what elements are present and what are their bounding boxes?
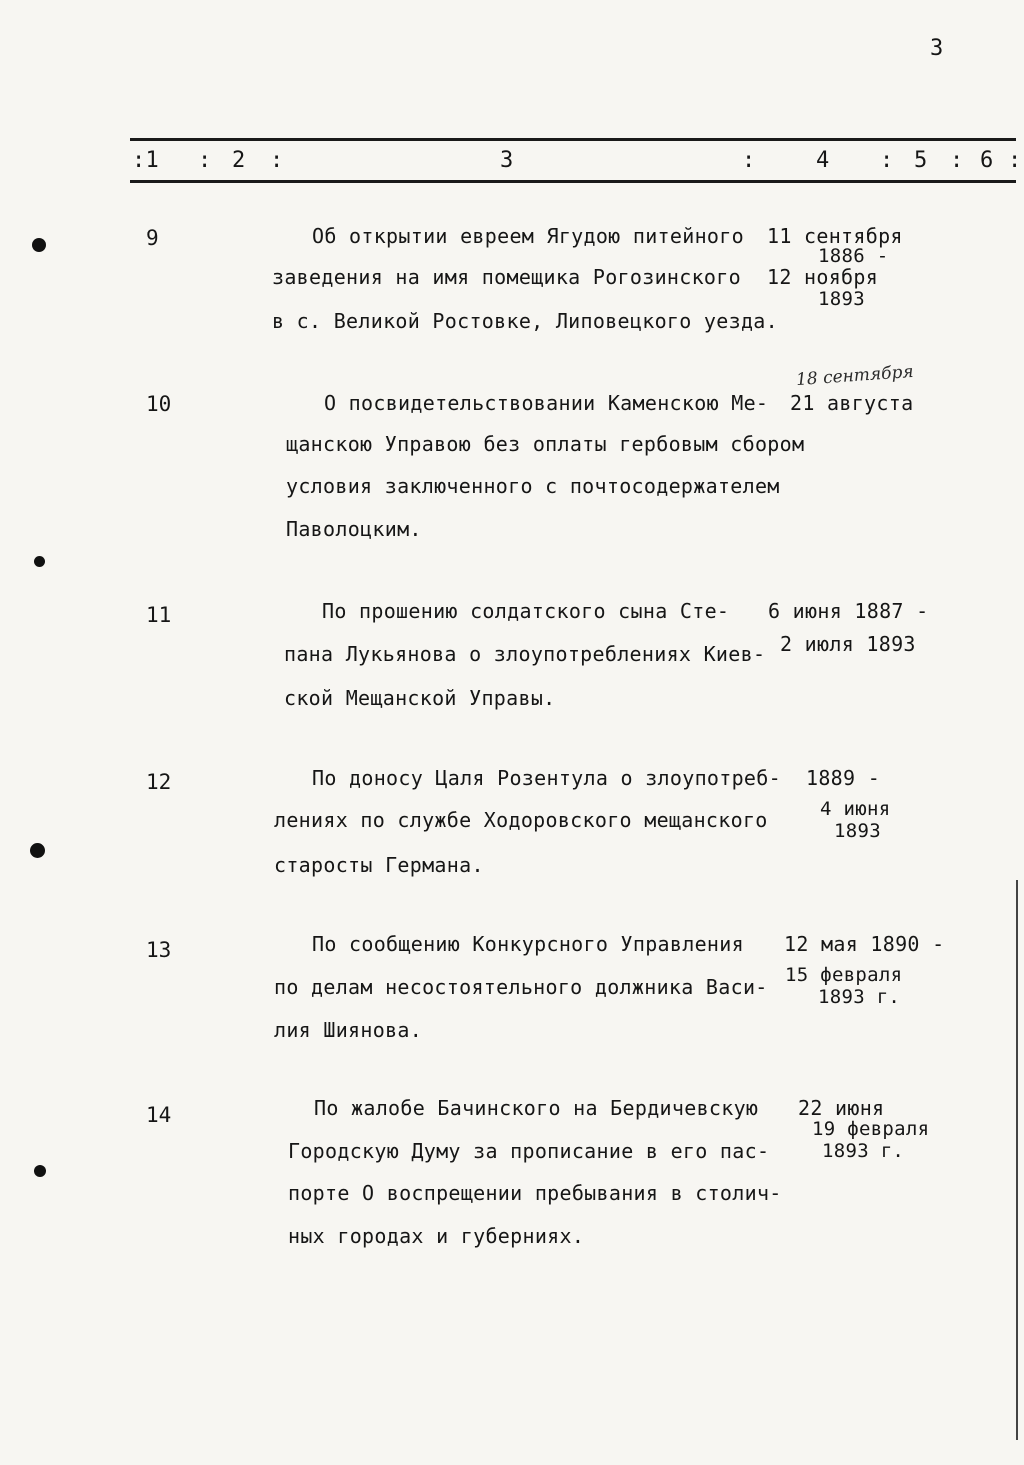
entry-text-line: щанскою Управою без оплаты гербовым сбором	[286, 432, 805, 456]
entry-text-line: О посвидетельствовании Каменскою Ме-	[324, 391, 769, 415]
entry-date: 6 июня 1887 -	[768, 599, 929, 623]
header-sep6: :	[1008, 148, 1022, 173]
binder-hole-1	[32, 238, 46, 252]
entry-date: 11 сентября	[767, 224, 903, 248]
entry-date: 1893	[834, 820, 881, 842]
entry-date: 12 мая 1890 -	[784, 932, 945, 956]
header-col2: 2	[232, 148, 246, 173]
entry-text-line: в с. Великой Ростовке, Липовецкого уезда.	[272, 309, 778, 333]
entry-text-line: Об открытии евреем Ягудою питейного	[312, 224, 744, 248]
page-number: 3	[930, 36, 944, 61]
header-col4: 4	[816, 148, 830, 173]
entry-date: 1893 г.	[822, 1140, 905, 1162]
entry-text-line: Паволоцким.	[286, 517, 422, 541]
header-col6: 6	[980, 148, 994, 173]
entry-date: 21 августа	[790, 391, 914, 415]
entry-date: 1893 г.	[818, 986, 901, 1008]
entry-number: 11	[146, 603, 172, 627]
entry-date: 1889 -	[806, 766, 881, 790]
entry-date: 15 февраля	[785, 964, 903, 986]
entry-date: 1886 -	[818, 245, 889, 267]
entry-number: 9	[146, 226, 159, 250]
entry-text-line: ской Мещанской Управы.	[284, 686, 556, 710]
entry-text-line: условия заключенного с почтосодержателем	[286, 474, 780, 498]
entry-text-line: по делам несостоятельного должника Васи-	[274, 975, 768, 999]
binder-hole-4	[34, 1165, 46, 1177]
header-col5: 5	[914, 148, 928, 173]
header-sep4: :	[880, 148, 894, 173]
header-sep5: :	[950, 148, 964, 173]
entry-text-line: По доносу Цаля Розентула о злоупотреб-	[312, 766, 781, 790]
header-col1: :1	[132, 148, 160, 173]
header-col3: 3	[500, 148, 514, 173]
entry-date: 22 июня	[798, 1096, 885, 1120]
entry-text-line: Городскую Думу за прописание в его пас-	[288, 1139, 770, 1163]
entry-date: 2 июля 1893	[780, 632, 916, 656]
entry-text-line: старосты Германа.	[274, 853, 484, 877]
entry-text-line: заведения на имя помещика Рогозинского	[272, 265, 741, 289]
entry-number: 13	[146, 938, 172, 962]
binder-hole-3	[30, 843, 45, 858]
header-sep2: :	[270, 148, 284, 173]
entry-text-line: По сообщению Конкурсного Управления	[312, 932, 744, 956]
scan-edge-line	[1016, 880, 1018, 1440]
entry-number: 10	[146, 392, 172, 416]
entry-text-line: пана Лукьянова о злоупотреблениях Киев-	[284, 642, 766, 666]
header-bottom-rule	[130, 180, 1016, 183]
entry-date: 19 февраля	[812, 1118, 930, 1140]
entry-date: 1893	[818, 288, 865, 310]
entry-text-line: порте О воспрещении пребывания в столич-	[288, 1181, 782, 1205]
header-top-rule	[130, 138, 1016, 141]
entry-text-line: По прошению солдатского сына Сте-	[322, 599, 730, 623]
header-sep1: :	[198, 148, 212, 173]
binder-hole-2	[34, 556, 45, 567]
entry-date: 4 июня	[820, 798, 891, 820]
entry-text-line: лениях по службе Ходоровского мещанского	[274, 808, 768, 832]
entry-date: 12 ноября	[767, 265, 879, 289]
entry-number: 14	[146, 1103, 172, 1127]
entry-text-line: По жалобе Бачинского на Бердичевскую	[314, 1096, 759, 1120]
header-sep3: :	[742, 148, 756, 173]
entry-number: 12	[146, 770, 172, 794]
handwritten-note: 18 сентября	[795, 361, 915, 391]
entry-text-line: лия Шиянова.	[274, 1018, 423, 1042]
entry-text-line: ных городах и губерниях.	[288, 1224, 585, 1248]
